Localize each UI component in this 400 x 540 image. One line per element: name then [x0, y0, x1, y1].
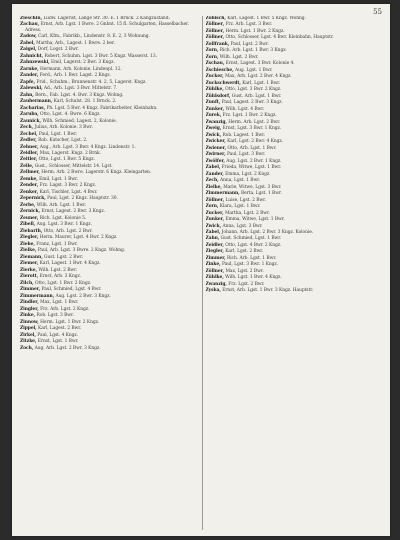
directory-entry: [20, 93, 199, 98]
entry-name: Zepernick,: [20, 196, 46, 202]
entry-details: Frz. Arb. Lgst. 2 Kngz.: [40, 306, 90, 312]
entry-name: Zander,: [205, 171, 224, 177]
directory-entry: [206, 74, 385, 79]
entry-name: Zunker,: [205, 106, 225, 112]
directory-entry: [206, 29, 385, 34]
entry-name: Zierott,: [20, 274, 39, 280]
entry-name: Zadow,: [20, 34, 37, 40]
directory-entry: [206, 68, 385, 73]
directory-entry: [20, 16, 199, 21]
entry-details: Frz. Lagst. 3 Bwr. 2 Kngz.: [39, 183, 97, 189]
directory-entry: [206, 133, 385, 138]
directory-entry: [206, 236, 385, 241]
entry-details: Karl, Lagest. 1 Bwr. 4 Kngz.: [39, 261, 101, 267]
entry-name: Zahn,: [205, 236, 220, 242]
directory-entry: [20, 125, 199, 130]
directory-entry: [206, 55, 385, 60]
entry-name: Zyska,: [205, 288, 221, 294]
entry-name: Zühlke,: [205, 87, 224, 93]
directory-entry: [206, 22, 385, 27]
directory-entry: [20, 307, 199, 312]
entry-name: Zacharias,: [20, 105, 46, 111]
directory-entry: [206, 113, 385, 118]
entry-name: Zirkel,: [20, 332, 36, 338]
entry-name: Zerbe,: [20, 202, 36, 208]
entry-details: Rob. Lgst. 3 Bwr.: [36, 313, 74, 319]
entry-name: Zorn,: [205, 204, 219, 210]
entry-details: Wilh. Lgst. 2 Bwr.: [38, 267, 78, 273]
entry-details: Aug. Lgst. 3 Bwr. 1 Kngz.: [36, 222, 92, 228]
entry-details: Frz. Lgst. 2 Bwr.: [228, 281, 265, 287]
left-column: [20, 16, 199, 530]
directory-entry: [206, 35, 385, 40]
entry-name: Zwanzig,: [205, 281, 227, 287]
directory-entry: [20, 157, 199, 162]
entry-details: Frz. Arb. Lgst. 3 Bwr.: [225, 22, 273, 28]
entry-name: Zenker,: [20, 189, 39, 195]
entry-details: Rich. Arb. Lgst. 1 Bwr. 3 Kngz.: [219, 48, 287, 54]
entry-name: Zabel,: [20, 40, 35, 46]
entry-name: Zühlke,: [205, 275, 224, 281]
entry-name: Zöllner,: [205, 35, 225, 41]
entry-details: Paul, Lgst. 4 Kngz.: [37, 332, 79, 338]
entry-details: Otto, Lgst. 3 Bwr. 2 Kngz.: [225, 87, 282, 93]
directory-entry: [20, 281, 199, 286]
entry-name: Zahnicht,: [20, 53, 44, 59]
entry-details: Wilh. Lgst. 1 Bwr. 4 Kngz.: [225, 275, 282, 281]
entry-details: Herm. Lgst. 1 Bwr. 2 Kngz.: [40, 319, 100, 325]
entry-name: Zorn,: [205, 48, 219, 54]
entry-name: Zucker,: [205, 210, 224, 216]
columns: [20, 16, 384, 530]
entry-name: Zwanzig,: [205, 119, 227, 125]
entry-details: Wilh. Lgst. 4 Bwr.: [225, 106, 265, 112]
directory-entry: [20, 67, 199, 72]
directory-entry: [20, 209, 199, 214]
entry-details: Aug. Lgst. 2 Bwr. 3 Kngz.: [55, 293, 111, 299]
entry-details: Gust. Arb. Lgst. 1 Bwr.: [231, 93, 282, 99]
entry-name: Zielke,: [20, 248, 37, 254]
entry-details: Rich. Lgst. Kolonie 5.: [39, 215, 87, 221]
entry-details: Frid., Schuhm., Brunnenstr. 4. 2, 5, Lagerst. Kngz.: [36, 79, 147, 85]
entry-name: Zühlsdorf,: [205, 93, 231, 99]
directory-entry: [20, 242, 199, 247]
directory-entry: [206, 230, 385, 235]
entry-details: Martha, Arb., Lagest. 1 Bwre. 2 ber.: [36, 40, 115, 46]
directory-entry: [20, 145, 199, 150]
directory-entry: [206, 87, 385, 92]
entry-name: Zender,: [20, 183, 39, 189]
directory-entry: [206, 249, 385, 254]
directory-entry: [20, 268, 199, 273]
directory-entry: [206, 81, 385, 86]
entry-details: Rob. Lagest. 1 Bwr.: [222, 132, 266, 138]
entry-details: Max, Lagerst. Kngz. 2 Brnk.: [39, 150, 101, 156]
directory-entry: [206, 159, 385, 164]
entry-name: Zingler,: [20, 306, 39, 312]
entry-name: Zitzke,: [20, 339, 37, 345]
entry-details: Paul, Lagest. 2 Bwr. 3 Kngz.: [221, 100, 283, 106]
entry-details: Hermann, Arb. Kolonie, Lindenpl. 12.: [39, 66, 122, 72]
entry-name: Zapfe,: [20, 79, 36, 85]
entry-details: Gust. Schmied, Lgst. 1 Bwr.: [220, 236, 282, 242]
entry-details: Karl, Tischler, Lgst. 4 Bwr.: [39, 189, 98, 195]
entry-name: Zahnzewski,: [20, 60, 50, 66]
entry-details: Martha, Lgst. 2 Bwr.: [224, 210, 270, 216]
entry-name: Zwiener,: [205, 145, 227, 151]
entry-details: Gust., Schlosser, Mittelstr. 14. Lgst.: [34, 163, 113, 169]
entry-details: Aug. Lgst. 1 Bwr.: [234, 67, 273, 73]
entry-details: Paul, Arb. Lgst. 3 Bwre. 2 Kngz. Wohng.: [37, 248, 126, 254]
entry-name: Zabel,: [205, 229, 221, 235]
entry-details: Luise, Lgst. 2 Bwr.: [225, 197, 266, 203]
directory-entry: [20, 333, 199, 338]
entry-name: Zunker,: [205, 217, 225, 223]
entry-details: Julius, Arb. Kolonie. 3 Bwr.: [34, 125, 93, 131]
entry-name: Ziehe,: [20, 241, 35, 247]
entry-name: Zander,: [20, 73, 39, 79]
directory-entry: [206, 185, 385, 190]
directory-entry: [206, 243, 385, 248]
entry-name: Zimmermann,: [20, 293, 55, 299]
entry-details: Otto, Lgst. 1 Bwr. 2 Kngz.: [35, 280, 92, 286]
entry-name: Zech,: [205, 178, 219, 184]
entry-details: Carl, Kfm., Fabrikb., Lindenstr. 8. E. 2, 3 Wohnung.: [38, 34, 150, 40]
directory-entry: [206, 16, 385, 21]
directory-entry: [206, 269, 385, 274]
directory-entry: [206, 107, 385, 112]
directory-page: [12, 4, 390, 536]
directory-entry: [206, 165, 385, 170]
directory-entry: [206, 275, 385, 280]
entry-name: Zippel,: [20, 326, 37, 332]
entry-details: Berta, Lgst. 1 Bwr.: [240, 191, 282, 197]
entry-name: Zwölfer,: [205, 158, 225, 164]
entry-details: Dorf, Logst. 2 Bwr.: [37, 47, 79, 53]
entry-details: Johann, Arb. Lgst. 2 Bwr. 3 Kngz. Kolonie.: [221, 229, 314, 235]
directory-entry: [20, 274, 199, 279]
entry-name: Zahn,: [20, 92, 34, 98]
entry-details: Paul, Lgst. 2 Bwr.: [230, 41, 269, 47]
entry-details: Paul, Lgst. 1 Bwr.: [38, 131, 78, 137]
entry-name: Zinke,: [205, 262, 221, 268]
entry-name: Ziemann,: [20, 254, 43, 260]
directory-entry: [20, 248, 199, 253]
entry-details: Rich. Arb. Lgst. 1 Bwr.: [227, 255, 277, 261]
entry-details: Paul, Lgst. 3 Bwr. 1 Kngz.: [222, 262, 279, 268]
entry-details: Ernst, Lagest. 2 Bwr. 3 Kngz.: [41, 209, 106, 215]
directory-entry: [20, 261, 199, 266]
directory-entry: [206, 198, 385, 203]
entry-details: Emil, Lgst. 1 Bwr.: [39, 176, 78, 182]
directory-entry: [20, 73, 199, 78]
directory-entry: [206, 282, 385, 287]
entry-name: Zechel,: [20, 131, 38, 137]
entry-details: Frz. Lgst. 1 Bwr. 2 Kngz.: [222, 113, 277, 119]
entry-details: Herm. Arb. Lgst. 2 Bwr.: [228, 119, 281, 125]
entry-details: Emil, Lagerst. 2 Bwr. 3 Kngz.: [51, 60, 115, 66]
entry-details: Franz, Lgst. 1 Bwr.: [36, 241, 78, 247]
entry-name: Zinke,: [20, 313, 36, 319]
directory-entry: [20, 235, 199, 240]
entry-name: Zaunick,: [20, 118, 41, 124]
entry-details: Otto, Schlosser, Lgst. 4 Bwr. Kleinbahn, Hauptstr.: [225, 35, 334, 41]
entry-name: Zibell,: [20, 222, 36, 228]
directory-entry: [206, 191, 385, 196]
entry-name: Ziegler,: [205, 249, 224, 255]
entry-name: Zarnke,: [20, 66, 39, 72]
entry-name: Zimmer,: [20, 287, 41, 293]
entry-details: Wilh. Arb. Lgst. 1 Bwr.: [36, 202, 87, 208]
directory-entry: [206, 262, 385, 267]
entry-details: Frieda, Witwe, Lgst. 1 Bwr.: [221, 165, 282, 171]
entry-details: Karl, Lagest. 1 Bwr. 5 Kngz. Wohng.: [227, 16, 306, 21]
entry-name: Zollfrank,: [205, 41, 230, 47]
directory-entry: [20, 190, 199, 195]
entry-details: Paul, Lgst. 3 Bwr.: [226, 152, 266, 158]
directory-entry: [206, 42, 385, 47]
entry-details: Karl, Lgst. 2 Bwr.: [225, 249, 264, 255]
entry-name: Zeitler,: [20, 157, 38, 163]
directory-entry: [20, 183, 199, 188]
directory-entry: [20, 151, 199, 156]
entry-name: Zindler,: [20, 300, 39, 306]
directory-entry: [20, 294, 199, 299]
entry-name: Zwirner,: [205, 152, 226, 158]
entry-details: Karl, Lgst. 2 Bwr. 4 Kngz.: [227, 139, 283, 145]
entry-details: Ernst, Lgst. 1 Bwr.: [37, 339, 79, 345]
directory-entry: [20, 196, 199, 201]
entry-details: Otto, Lgst. 1 Bwr. 5 Kngz.: [38, 157, 95, 163]
entry-name: Zweig,: [205, 126, 222, 132]
directory-entry: [206, 172, 385, 177]
entry-details: Rob. Kutscher, Lgst. 2.: [38, 138, 88, 144]
directory-entry: [20, 80, 199, 85]
directory-entry: [20, 138, 199, 143]
entry-details: Ludw. Lagerist, Lange Str. 30. E. 1 Brnck. 2 Kangzustand.: [43, 16, 170, 21]
entry-details: Max, Lgst. 2 Bwr.: [225, 268, 264, 274]
entry-details: Gust. Lgst. 2 Bwr.: [44, 254, 83, 260]
entry-details: Karl, Lagest. 2 Bwr.: [38, 326, 82, 332]
entry-details: Max, Lgst. 1 Bwr.: [40, 300, 79, 306]
entry-details: Ernst, Arb. Lgst. 1 Bwre. 2 Gnbnt. 15 fl. Schulgarten, Hasselbacher. Adress.: [25, 22, 189, 33]
entry-details: Paul, Schmied, Lgst. 4 Bwr.: [41, 287, 102, 293]
entry-name: Zierke,: [20, 267, 37, 273]
directory-entry: [20, 287, 199, 292]
entry-name: Zinnow,: [20, 319, 39, 325]
entry-name: Zucker,: [205, 74, 224, 80]
entry-name: Zöllner,: [205, 197, 225, 203]
entry-details: Aug., Arb. Lgst. 3 Bwr. 4 Kngz. Lindenstr. 1.: [39, 144, 136, 150]
directory-entry: [206, 126, 385, 131]
entry-name: Zorn,: [205, 54, 219, 60]
directory-entry: [206, 120, 385, 125]
directory-entry: [20, 47, 199, 52]
entry-name: Zeidler,: [205, 242, 224, 248]
entry-details: Otto, Lgst. 4. Bwre. 6 Kngz.: [40, 112, 101, 118]
directory-entry: [20, 320, 199, 325]
directory-entry: [206, 100, 385, 105]
entry-name: Zaruba,: [20, 112, 39, 118]
directory-entry: [20, 119, 199, 124]
entry-details: Herm. Maurer, Lgst. 4 Bwr. 2 Kngz.: [39, 235, 118, 241]
entry-details: Otto, Arb. Lgst. 1 Bwr.: [227, 145, 277, 151]
entry-details: Aug. Arb. Lgst. 2 Bwr. 3 Kngz.: [34, 345, 101, 351]
directory-entry: [206, 211, 385, 216]
directory-entry: [20, 177, 199, 182]
entry-details: Wilh. Schmied, Lagest. 2, Kolonie.: [42, 118, 117, 124]
entry-details: Paul, Lgst. 2 Kngz. Hauptstr. 30.: [47, 196, 118, 202]
directory-entry: [20, 300, 199, 305]
entry-name: Zachau,: [20, 22, 40, 28]
directory-entry: [20, 60, 199, 65]
entry-name: Zehner,: [20, 144, 39, 150]
directory-entry: [206, 217, 385, 222]
entry-name: Zschau,: [205, 61, 225, 67]
entry-name: Zelle,: [20, 163, 34, 169]
entry-name: Zaubermann,: [20, 99, 53, 105]
entry-name: Zöllner,: [205, 28, 225, 34]
directory-entry: [206, 256, 385, 261]
directory-entry: [206, 178, 385, 183]
entry-details: Herm. Arb. 2 Bwre. Lagerstr. 6 Kngz. Kleingarten.: [41, 170, 152, 176]
directory-entry: [20, 339, 199, 344]
entry-name: Zimmermann,: [205, 191, 240, 197]
entry-name: Zunft,: [205, 100, 221, 106]
entry-details: Bern., Fab. Lgst. 4. Bwr. 3 Kngz. Wohng.: [35, 92, 124, 98]
directory-entry: [206, 94, 385, 99]
entry-name: Zuckschwerdt,: [205, 80, 241, 86]
directory-entry: [206, 152, 385, 157]
entry-details: Anna, Lgst. 1 Bwr.: [220, 178, 261, 184]
entry-name: Ziemer,: [20, 261, 39, 267]
entry-name: Zieschin,: [20, 16, 42, 21]
directory-entry: [20, 170, 199, 175]
directory-entry: [20, 106, 199, 111]
entry-name: Zschiesche,: [205, 67, 234, 73]
entry-name: Zilch,: [20, 280, 34, 286]
entry-details: Otto, Arb. Lgst. 2 Bwr.: [43, 228, 93, 234]
entry-details: Emma, Lgst. 2 Kngz.: [225, 171, 271, 177]
directory-entry: [206, 61, 385, 66]
directory-entry: [20, 326, 199, 331]
directory-entry: [206, 146, 385, 151]
entry-details: Wilh. Lgst. 2 Bwr.: [219, 54, 259, 60]
directory-entry: [20, 313, 199, 318]
directory-entry: [20, 22, 199, 33]
directory-entry: [20, 164, 199, 169]
entry-name: Zurek,: [205, 113, 222, 119]
entry-details: Emma, Witwe, Lgst. 1 Bwr.: [225, 217, 285, 223]
entry-name: Zemke,: [20, 176, 38, 182]
directory-entry: [20, 216, 199, 221]
entry-name: Zwick,: [205, 223, 222, 229]
entry-details: Herm. Lgst. 1 Bwr. 2 Kngz.: [225, 28, 285, 34]
directory-entry: [206, 139, 385, 144]
entry-name: Zedler,: [20, 138, 37, 144]
directory-entry: [20, 112, 199, 117]
directory-entry: [20, 255, 199, 260]
entry-details: Ernst, Arb. Lgst. 1 Bwr. 3 Kngz. Hauptstr.: [222, 288, 314, 294]
directory-entry: [20, 99, 199, 104]
entry-name: Zeuner,: [20, 215, 39, 221]
entry-name: Zöllner,: [205, 22, 225, 28]
entry-name: Zeidler,: [20, 150, 39, 156]
entry-name: Zimmer,: [205, 255, 226, 261]
entry-name: Zabel,: [205, 165, 221, 171]
entry-details: Anna, Lgst. 3 Bwr.: [222, 223, 263, 229]
entry-details: Aug. Lgst. 2 Bwr. 1 Kngz.: [226, 158, 282, 164]
page-number: 55: [373, 8, 382, 16]
entry-details: Klara, Lgst. 1 Bwr.: [219, 204, 261, 210]
entry-name: Ziegler,: [20, 235, 39, 241]
directory-entry: [20, 41, 199, 46]
entry-details: Max, Arb. Lgst. 2 Bwr. 4 Kngz.: [224, 74, 292, 80]
directory-entry: [206, 224, 385, 229]
entry-name: Zernick,: [20, 209, 41, 215]
entry-details: Ernst, Arb. 3 Kngz.: [39, 274, 82, 280]
directory-entry: [20, 222, 199, 227]
entry-name: Zwick,: [205, 132, 222, 138]
entry-name: Ziebarth,: [20, 228, 43, 234]
entry-details: Ph. Lgst. 5 Bwr. 4 Kngz. Fabrikarbeiter, Kleinbahn.: [46, 105, 158, 111]
entry-name: Zaigel,: [20, 47, 37, 53]
directory-entry: [206, 48, 385, 53]
entry-details: Otto, Lgst. 4 Bwr. 2 Kngz.: [225, 242, 282, 248]
entry-details: Ernst, Lagest. 3 Bwr. Kolonie 4.: [225, 61, 295, 67]
directory-entry: [20, 54, 199, 59]
directory-entry: [20, 132, 199, 137]
directory-entry: [20, 203, 199, 208]
entry-details: Ernst, Lgst. 3 Bwr. 1 Kngz.: [222, 126, 282, 132]
entry-name: Zöbisch,: [205, 16, 226, 21]
directory-entry: [20, 34, 199, 39]
directory-entry: [20, 86, 199, 91]
entry-details: Ferd., Arb. 1 Bwr. Lagst. 2 Kngz.: [39, 73, 111, 79]
entry-name: Zöllner,: [205, 268, 225, 274]
column-divider: [202, 16, 203, 530]
directory-entry: [20, 346, 199, 351]
entry-details: Marie, Witwe, Lgst. 3 Bwr.: [223, 184, 282, 190]
entry-details: Karl, Schulst. 28. 1 Brnck. 2.: [53, 99, 117, 105]
entry-details: Karl, Lgst. 1 Bwr.: [242, 80, 281, 86]
entry-name: Zoch,: [20, 345, 34, 351]
entry-details: Robert, Schuhm. Lgst. 3 Bwr. 5 Kngz. Wasserst. 13.: [44, 53, 157, 59]
directory-entry: [206, 204, 385, 209]
entry-name: Zielke,: [205, 184, 222, 190]
entry-details: Ad., Arb. Lgst. 3 Bwr. Mittelstr. 7.: [43, 86, 118, 92]
directory-entry: [206, 288, 385, 293]
directory-entry: [20, 229, 199, 234]
entry-name: Zwicker,: [205, 139, 226, 145]
entry-name: Zalewski,: [20, 86, 43, 92]
entry-name: Zellmer,: [20, 170, 40, 176]
right-column: [206, 16, 385, 530]
entry-name: Zech,: [20, 125, 34, 131]
